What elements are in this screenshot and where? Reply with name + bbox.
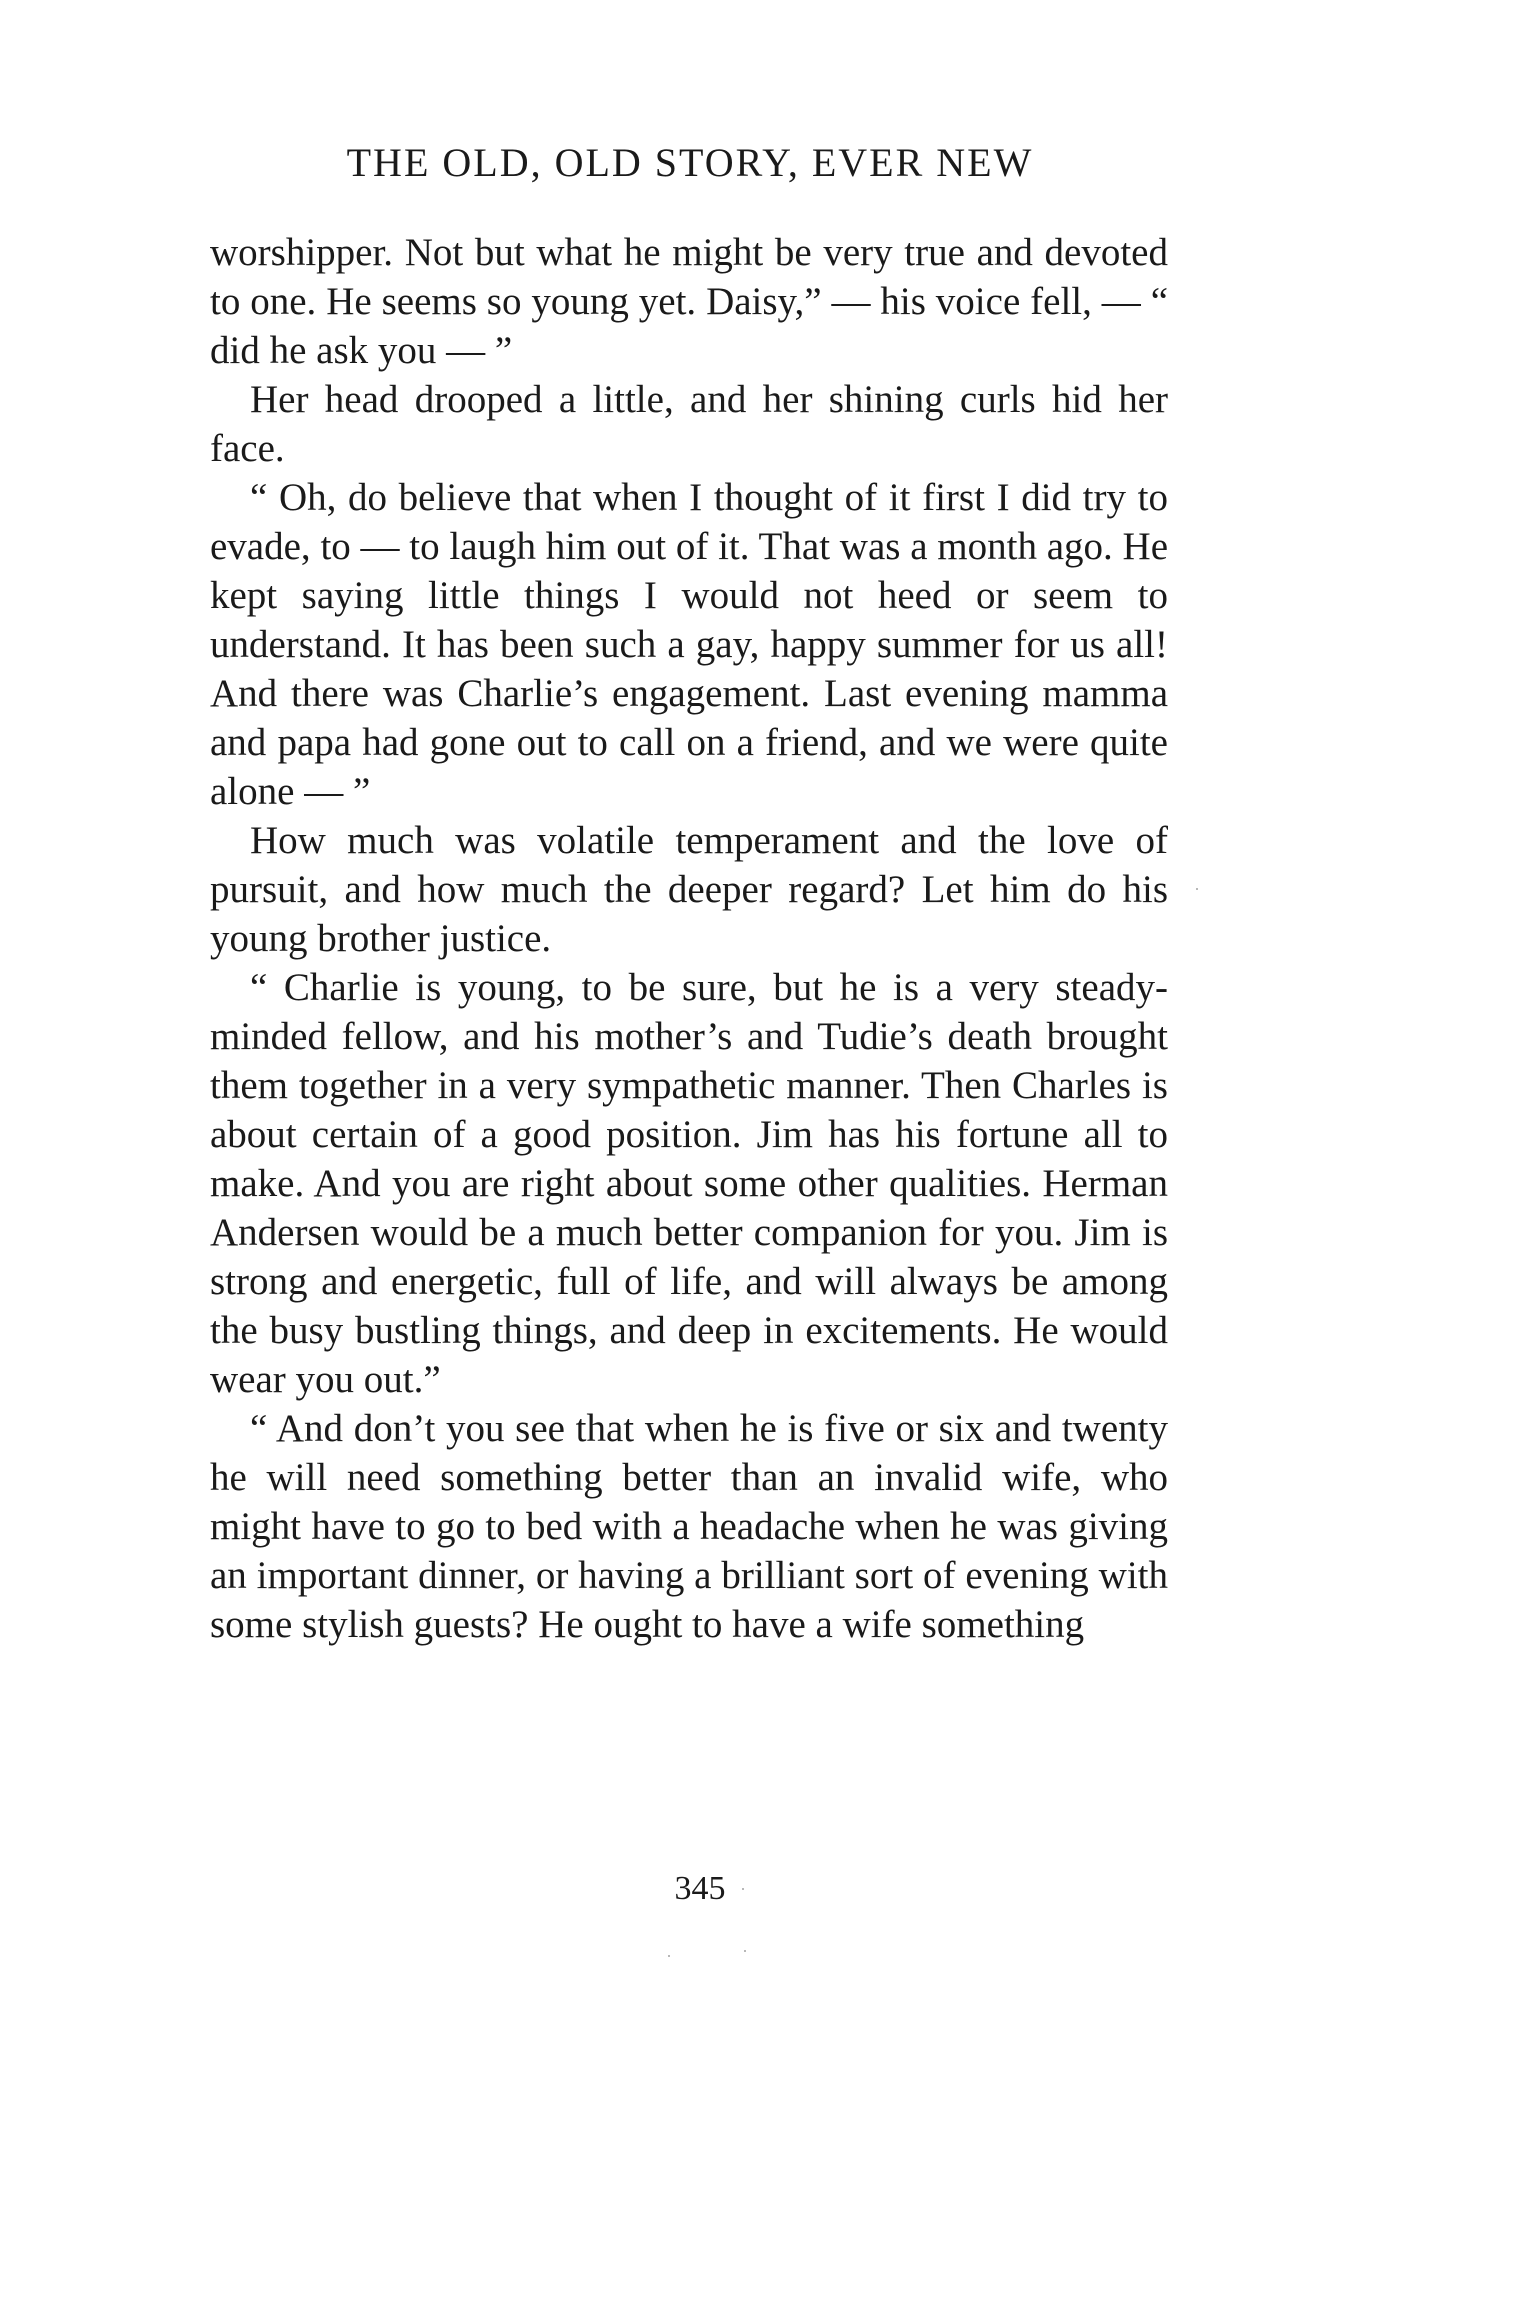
paragraph: “ And don’t you see that when he is five or six and twenty he will need something better than an invalid wife, who might have to go to bed with a headache when he was giving an important dinner, or having a brilliant sort of evening with some stylish guests? He ought to have a wife something: [210, 1407, 1168, 1646]
paragraph: “ Charlie is young, to be sure, but he is a very steady-minded fellow, and his mother’s and Tudie’s death brought them together in a very sympathetic manner. Then Charles is about certain of a good position. Jim has his fortune all to make. And you are right about some other qualities. Herman Andersen would be a much better companion for you. Jim is strong and energetic, full of life, and will always be among the busy bustling things, and deep in excitements. He would wear you out.”: [210, 966, 1168, 1401]
page-number: 345: [674, 1870, 726, 1907]
paragraph: “ Oh, do believe that when I thought of it first I did try to evade, to — to laugh him out of it. That was a month ago. He kept saying little things I would not heed or seem to understand. It has been such a gay, happy summer for us all! And there was Charlie’s engagement. Last evening mamma and papa had gone out to call on a friend, and we were quite alone — ”: [210, 476, 1168, 813]
paragraph: worshipper. Not but what he might be very true and devoted to one. He seems so young yet. Daisy,” — his voice fell, — “ did he ask you — ”: [210, 231, 1168, 372]
print-speck: [1196, 888, 1198, 890]
running-head: THE OLD, OLD STORY, EVER NEW: [346, 140, 1034, 185]
print-speck: [668, 1955, 670, 1957]
print-speck: [744, 1950, 746, 1952]
body-text: [210, 228, 1168, 1649]
print-speck: [742, 1888, 744, 1890]
paragraph: Her head drooped a little, and her shining curls hid her face.: [210, 378, 1168, 470]
paragraph: How much was volatile temperament and the love of pursuit, and how much the deeper regard? Let him do his young brother justice.: [210, 819, 1168, 960]
